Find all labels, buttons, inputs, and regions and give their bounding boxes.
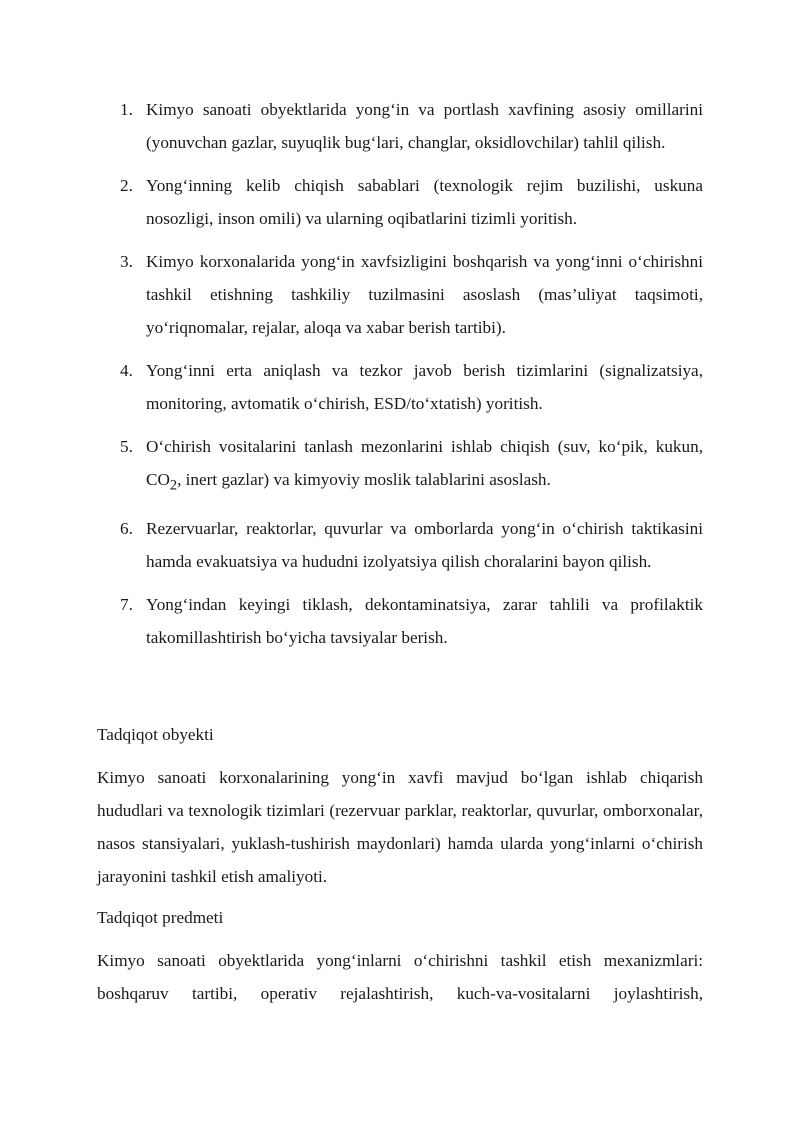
list-number: 6. bbox=[120, 519, 133, 539]
list-item-text: Yong‘inning kelib chiqish sabablari (texnologik rejim buzilishi, uskuna nosozligi, inson omili) va ularning oqibatlarini tizimli yoritish. bbox=[146, 176, 703, 228]
list-number: 2. bbox=[120, 176, 133, 195]
research-subject-text: Kimyo sanoati obyektlarida yong‘inlarni o‘chirishni tashkil etish mexanizmlari: boshqaruv tartibi, operativ rejalashtirish, kuch-va-vositalarni joylashtirish, bbox=[97, 951, 703, 1003]
list-number: 7. bbox=[120, 595, 133, 615]
list-item-text: Kimyo korxonalarida yong‘in xavfsizligini boshqarish va yong‘inni o‘chirishni tashkil etishning tashkiliy tuzilmasini asoslash (mas’uliyat taqsimoti, yo‘riqnomalar, rejalar, aloqa va xabar berish tartibi). bbox=[146, 252, 703, 337]
list-number: 1. bbox=[120, 100, 133, 119]
list-item bbox=[97, 169, 703, 235]
list-item-text: Rezervuarlar, reaktorlar, quvurlar va omborlarda yong‘in o‘chirish taktikasini hamda evakuatsiya va hududni izolyatsiya qilish choralarini bayon qilish. bbox=[146, 519, 703, 572]
list-item bbox=[97, 588, 703, 654]
list-item bbox=[97, 354, 703, 420]
list-item bbox=[97, 512, 703, 578]
list-item bbox=[97, 245, 703, 344]
list-item-text-part: O‘chirish vositalarini tanlash mezonlarini ishlab chiqish (suv, ko‘pik, kukun, CO bbox=[146, 437, 703, 489]
research-subject-section bbox=[97, 901, 703, 1010]
list-item-text bbox=[146, 437, 703, 494]
research-subject-heading: Tadqiqot predmeti bbox=[97, 908, 224, 927]
list-item-text: Yong‘indan keyingi tiklash, dekontaminatsiya, zarar tahlili va profilaktik takomillashtirish bo‘yicha tavsiyalar berish. bbox=[146, 595, 703, 648]
research-object-heading: Tadqiqot obyekti bbox=[97, 725, 214, 744]
list-item-text: Yong‘inni erta aniqlash va tezkor javob berish tizimlarini (signalizatsiya, monitoring, avtomatik o‘chirish, ESD/to‘xtatish) yoritish. bbox=[146, 361, 703, 413]
list-item-text: Kimyo sanoati obyektlarida yong‘in va portlash xavfining asosiy omillarini (yonuvchan gazlar, suyuqlik bug‘lari, changlar, oksidlovchilar) tahlil qilish. bbox=[146, 100, 703, 152]
research-object-section bbox=[97, 718, 703, 893]
objectives-list bbox=[97, 93, 703, 664]
list-number: 5. bbox=[120, 437, 133, 456]
list-item bbox=[97, 430, 703, 502]
list-number: 4. bbox=[120, 361, 133, 380]
list-item-text-part: , inert gazlar) va kimyoviy moslik talablarini asoslash. bbox=[177, 470, 551, 489]
research-object-text: Kimyo sanoati korxonalarining yong‘in xavfi mavjud bo‘lgan ishlab chiqarish hududlari va texnologik tizimlari (rezervuar parklar, reaktorlar, quvurlar, omborxonalar, nasos stansiyalari, yuklash-tushirish maydonlari) hamda ularda yong‘inlarni o‘chirish jarayonini tashkil etish amaliyoti. bbox=[97, 768, 703, 886]
list-number: 3. bbox=[120, 252, 133, 271]
list-item bbox=[97, 93, 703, 159]
subscript: 2 bbox=[169, 477, 178, 494]
